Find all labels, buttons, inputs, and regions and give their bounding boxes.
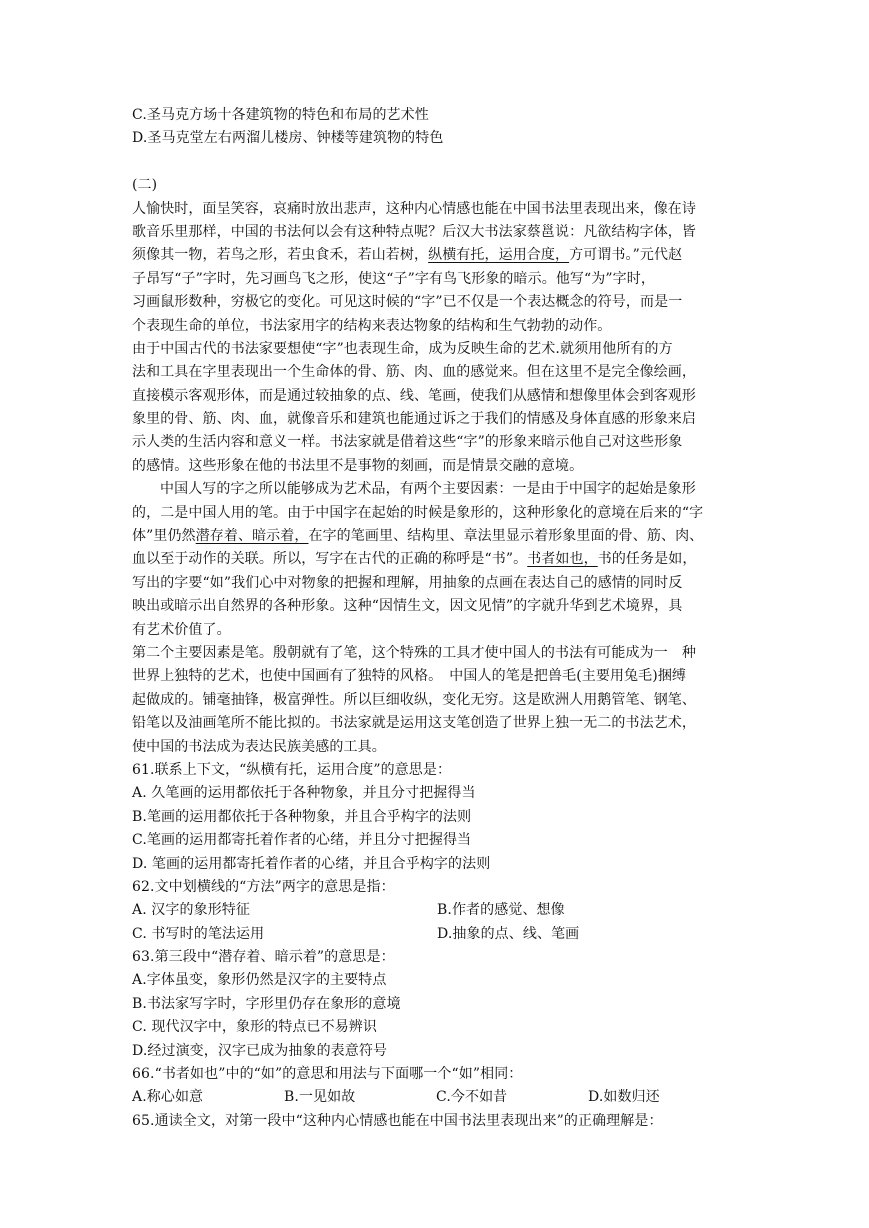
paragraph-line xyxy=(132,548,737,571)
prev-option-d: D.圣马克堂左右两溜儿楼房、钟楼等建筑物的特色 xyxy=(132,130,444,147)
option-b: B.作者的感觉、想像 xyxy=(437,902,565,919)
underlined-phrase: 纵横有托，运用合度， xyxy=(428,247,570,264)
option-c: C.今不如昔 xyxy=(436,1089,508,1106)
paragraph-1 xyxy=(132,198,737,338)
paragraph-3 xyxy=(132,478,737,642)
options-row xyxy=(132,899,737,922)
paragraph-line: 有艺术价值了。 xyxy=(132,621,231,638)
section-title: (二) xyxy=(132,177,158,194)
text-run: 在字的笔画里、结构里、章法里显示着形象里面的骨、筋、肉、 xyxy=(308,528,704,545)
prev-option-c: C.圣马克方场十各建筑物的特色和布局的艺术性 xyxy=(132,107,429,123)
question-stem: 66.“书者如也”中的“如”的意思和用法与下面哪一个“如”相同： xyxy=(132,1066,523,1083)
options-row xyxy=(132,923,737,946)
underlined-phrase: 书者如也， xyxy=(527,551,598,568)
option-c: C. 书写时的笔法运用 xyxy=(132,925,265,942)
option-d: D.如数归还 xyxy=(588,1089,660,1106)
paragraph-2 xyxy=(132,338,737,478)
options-row xyxy=(132,1086,737,1109)
question-stem: 61.联系上下文，“纵横有托，运用合度”的意思是： xyxy=(132,761,452,778)
paragraph-line: 使中国的书法成为表达民族美感的工具。 xyxy=(132,738,386,755)
option-b: B.一见如故 xyxy=(284,1089,356,1106)
paragraph-line: 世界上独特的艺术，也使中国画有了独特的风格。 中国人的笔是把兽毛(主要用兔毛)捆缚 xyxy=(132,668,687,685)
option-c: C.笔画的运用都寄托着作者的心绪，并且分寸把握得当 xyxy=(132,832,472,849)
question-62 xyxy=(132,876,737,946)
spacer xyxy=(132,151,737,174)
question-61 xyxy=(132,759,737,876)
text-run: 须像其一物，若鸟之形，若虫食禾，若山若树， xyxy=(132,247,429,264)
paragraph-line: 映出或暗示出自然界的各种形象。这种“因情生文，因文见情”的字就升华到艺术境界，具 xyxy=(132,598,683,615)
text-run: 血以至于动作的关联。所以，写字在古代的正确的称呼是“书”。 xyxy=(132,551,528,568)
option-b: B.笔画的运用都依托于各种物象，并且合乎构字的法则 xyxy=(132,808,472,825)
text-run: 体”里仍然 xyxy=(132,528,196,545)
question-66 xyxy=(132,1063,737,1110)
question-stem: 65.通读全文，对第一段中“这种内心情感也能在中国书法里表现出来”的正确理解是： xyxy=(132,1112,663,1129)
question-stem: 62.文中划横线的“方法”两字的意思是指： xyxy=(132,878,395,895)
option-b: B.书法家写字时，字形里仍存在象形的意境 xyxy=(132,995,401,1012)
option-a: A. 久笔画的运用都依托于各种物象，并且分寸把握得当 xyxy=(132,785,476,802)
question-stem: 63.第三段中“潜存着、暗示着”的意思是： xyxy=(132,949,395,966)
paragraph-4 xyxy=(132,642,737,759)
paragraph-line: 歌音乐里那样，中国的书法何以会有这种特点呢？后汉大书法家蔡邕说：凡欲结构字体，皆 xyxy=(132,223,696,240)
option-a: A.称心如意 xyxy=(132,1089,204,1106)
paragraph-line: 起做成的。铺毫抽锋，极富弹性。所以巨细收纵，变化无穷。这是欧洲人用鹅管笔、钢笔、 xyxy=(132,691,696,708)
document-page xyxy=(132,104,737,1133)
paragraph-line: 子昂写“子”字时，先习画鸟飞之形，使这“子”字有鸟飞形象的暗示。他写“为”字时， xyxy=(132,270,655,287)
text-run: 书的任务是如， xyxy=(597,551,697,568)
option-d: D.抽象的点、线、笔画 xyxy=(437,925,580,942)
paragraph-line: 的感情。这些形象在他的书法里不是事物的刻画，而是情景交融的意境。 xyxy=(132,457,584,474)
option-d: D.经过演变，汉字已成为抽象的表意符号 xyxy=(132,1042,388,1059)
option-a: A. 汉字的象形特征 xyxy=(132,902,251,919)
paragraph-line: 习画鼠形数种，穷极它的变化。可见这时候的“字”已不仅是一个表达概念的符号，而是一 xyxy=(132,294,683,311)
paragraph-line: 个表现生命的单位，书法家用字的结构来表达物象的结构和生气勃勃的动作。 xyxy=(132,317,612,334)
question-65 xyxy=(132,1110,737,1133)
underlined-phrase: 潜存着、暗示着， xyxy=(195,528,309,545)
paragraph-line xyxy=(132,244,737,267)
paragraph-line: 象里的骨、筋、肉、血，就像音乐和建筑也能通过诉之于我们的情感及身体直感的形象来启 xyxy=(132,411,696,428)
paragraph-line: 中国人写的字之所以能够成为艺术品，有两个主要因素：一是由于中国字的起始是象形 xyxy=(160,481,696,498)
paragraph-line: 由于中国古代的书法家要想使“字”也表现生命，成为反映生命的艺术.就须用他所有的方 xyxy=(132,340,673,357)
paragraph-line: 示人类的生活内容和意义一样。书法家就是借着这些“字”的形象来暗示他自己对这些形象 xyxy=(132,434,683,451)
paragraph-line xyxy=(132,525,737,548)
paragraph-line: 直接模示客观形体，而是通过较抽象的点、线、笔画，使我们从感情和想像里体会到客观形 xyxy=(132,387,696,404)
option-c: C. 现代汉字中，象形的特点已不易辨识 xyxy=(132,1019,378,1036)
text-run: 方可谓书。”元代赵 xyxy=(569,247,683,264)
question-63 xyxy=(132,946,737,1063)
paragraph-line: 法和工具在字里表现出一个生命体的骨、筋、肉、血的感觉来。但在这里不是完全像绘画， xyxy=(132,364,696,381)
paragraph-line: 的，二是中国人用的笔。由于中国字在起始的时候是象形的，这种形象化的意境在后来的“字 xyxy=(132,504,704,521)
paragraph-line: 铅笔以及油画笔所不能比拟的。书法家就是运用这支笔创造了世界上独一无二的书法艺术， xyxy=(132,715,696,732)
option-d: D. 笔画的运用都寄托着作者的心绪，并且合乎构字的法则 xyxy=(132,855,491,872)
option-a: A.字体虽变，象形仍然是汉字的主要特点 xyxy=(132,972,387,989)
paragraph-line: 写出的字要“如”我们心中对物象的把握和理解，用抽象的点画在表达自己的感情的同时反 xyxy=(132,574,683,591)
paragraph-line: 第二个主要因素是笔。殷朝就有了笔，这个特殊的工具才使中国人的书法有可能成为一 种 xyxy=(132,644,696,661)
paragraph-line: 人愉快时，面呈笑容，哀痛时放出悲声，这种内心情感也能在中国书法里表现出来，像在诗 xyxy=(132,200,696,217)
